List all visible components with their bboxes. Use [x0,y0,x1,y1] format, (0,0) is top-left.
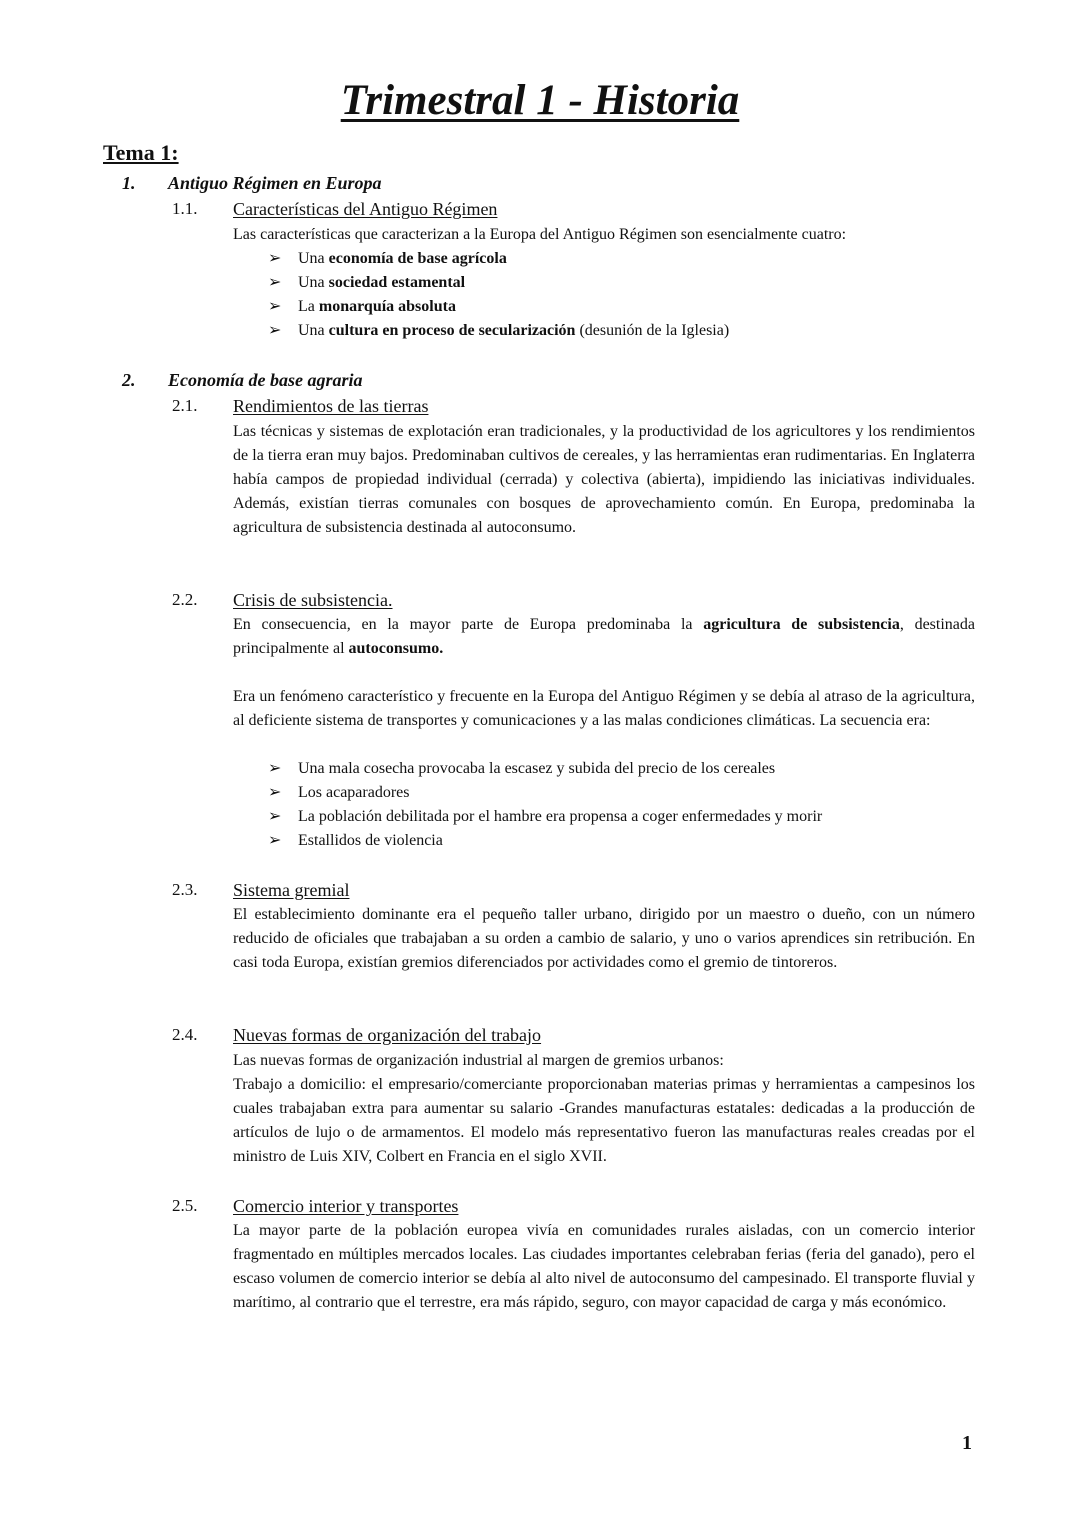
document-title: Trimestral 1 - Historia [340,77,740,124]
arrowhead-bullet-icon: ➢ [268,250,282,267]
subsection-number: 2.3. [172,880,198,899]
list-item: ➢ La población debilitada por el hambre era propensa a coger enfermedades y morir [268,805,822,829]
paragraph: En consecuencia, en la mayor parte de Europa predominaba la agricultura de subsistencia, destinada principalmente al autoconsumo. [233,616,975,657]
arrowhead-bullet-icon: ➢ [268,808,282,825]
list-item: ➢ Una cultura en proceso de secularización (desunión de la Iglesia) [268,319,729,343]
list-item: ➢ Estallidos de violencia [268,829,443,853]
paragraph: Era un fenómeno característico y frecuente en la Europa del Antiguo Régimen y se debía al atraso de la agricultura, al deficiente sistema de transportes y comunicaciones y a las malas condiciones climáticas. La secuencia era: [233,688,975,729]
list-item: ➢ La monarquía absoluta [268,295,456,319]
subsection-title: Sistema gremial [233,880,350,900]
subsection-number: 2.1. [172,396,198,415]
section-title: Antiguo Régimen en Europa [168,173,382,193]
section-number: 1. [122,173,136,193]
subsection-number: 2.2. [172,590,198,609]
subsection-number: 2.5. [172,1196,198,1215]
list-item: ➢ Una economía de base agrícola [268,247,507,271]
paragraph: Las técnicas y sistemas de explotación eran tradicionales, y la productividad de los agricultores y los rendimientos de la tierra eran muy bajos. Predominaban cultivos de cereales, y las herramientas eran rudimentarias. En Inglaterra había campos de propiedad individual (cerrada) y colectiva (abierta), impidiendo las iniciativas individuales. Además, existían tierras comunales con bosques de aprovechamiento común. En Europa, predominaba la agricultura de subsistencia destinada al autoconsumo. [233,423,975,536]
arrowhead-bullet-icon: ➢ [268,760,282,777]
arrowhead-bullet-icon: ➢ [268,274,282,291]
subsection-title: Características del Antiguo Régimen [233,199,498,219]
arrowhead-bullet-icon: ➢ [268,322,282,339]
page-number: 1 [962,1432,972,1454]
list-item: ➢ Una sociedad estamental [268,271,465,295]
subsection-title: Rendimientos de las tierras [233,396,429,416]
subsection-number: 2.4. [172,1025,198,1044]
arrowhead-bullet-icon: ➢ [268,298,282,315]
section-title: Economía de base agraria [168,370,363,390]
paragraph: Las nuevas formas de organización industrial al margen de gremios urbanos: [233,1052,724,1069]
paragraph: La mayor parte de la población europea vivía en comunidades rurales aisladas, con un comercio interior fragmentado en múltiples mercados locales. Las ciudades importantes celebraban ferias (feria del ganado), pero el escaso volumen de comercio interior se debía al alto nivel de autoconsumo del campesinado. El transporte fluvial y marítimo, al contrario que el terrestre, era más rápido, seguro, con mayor capacidad de carga y más económico. [233,1222,975,1311]
paragraph: El establecimiento dominante era el pequeño taller urbano, dirigido por un maestro o dueño, con un número reducido de oficiales que trabajaban a su orden a cambio de salario, y uno o varios aprendices sin retribución. En casi toda Europa, existían gremios diferenciados por actividades como el gremio de tintoreros. [233,906,975,971]
subsection-title: Nuevas formas de organización del trabajo [233,1025,542,1045]
paragraph: Trabajo a domicilio: el empresario/comerciante proporcionaban materias primas y herramientas a campesinos los cuales trabajaban extra para aumentar su salario -Grandes manufacturas estatales: dedicadas a la producción de artículos de lujo o de armamentos. El modelo más representativo fueron las manufacturas reales creadas por el ministro de Luis XIV, Colbert en Francia en el siglo XVII. [233,1076,975,1165]
list-item: ➢ Una mala cosecha provocaba la escasez y subida del precio de los cereales [268,757,775,781]
list-item: ➢ Los acaparadores [268,781,410,805]
paragraph: Las características que caracterizan a la Europa del Antiguo Régimen son esencialmente cuatro: [233,226,847,243]
arrowhead-bullet-icon: ➢ [268,784,282,801]
subsection-number: 1.1. [172,199,198,218]
tema-heading: Tema 1: [103,140,179,165]
subsection-title: Crisis de subsistencia. [233,590,393,610]
subsection-title: Comercio interior y transportes [233,1196,459,1216]
arrowhead-bullet-icon: ➢ [268,832,282,849]
section-number: 2. [122,370,136,390]
